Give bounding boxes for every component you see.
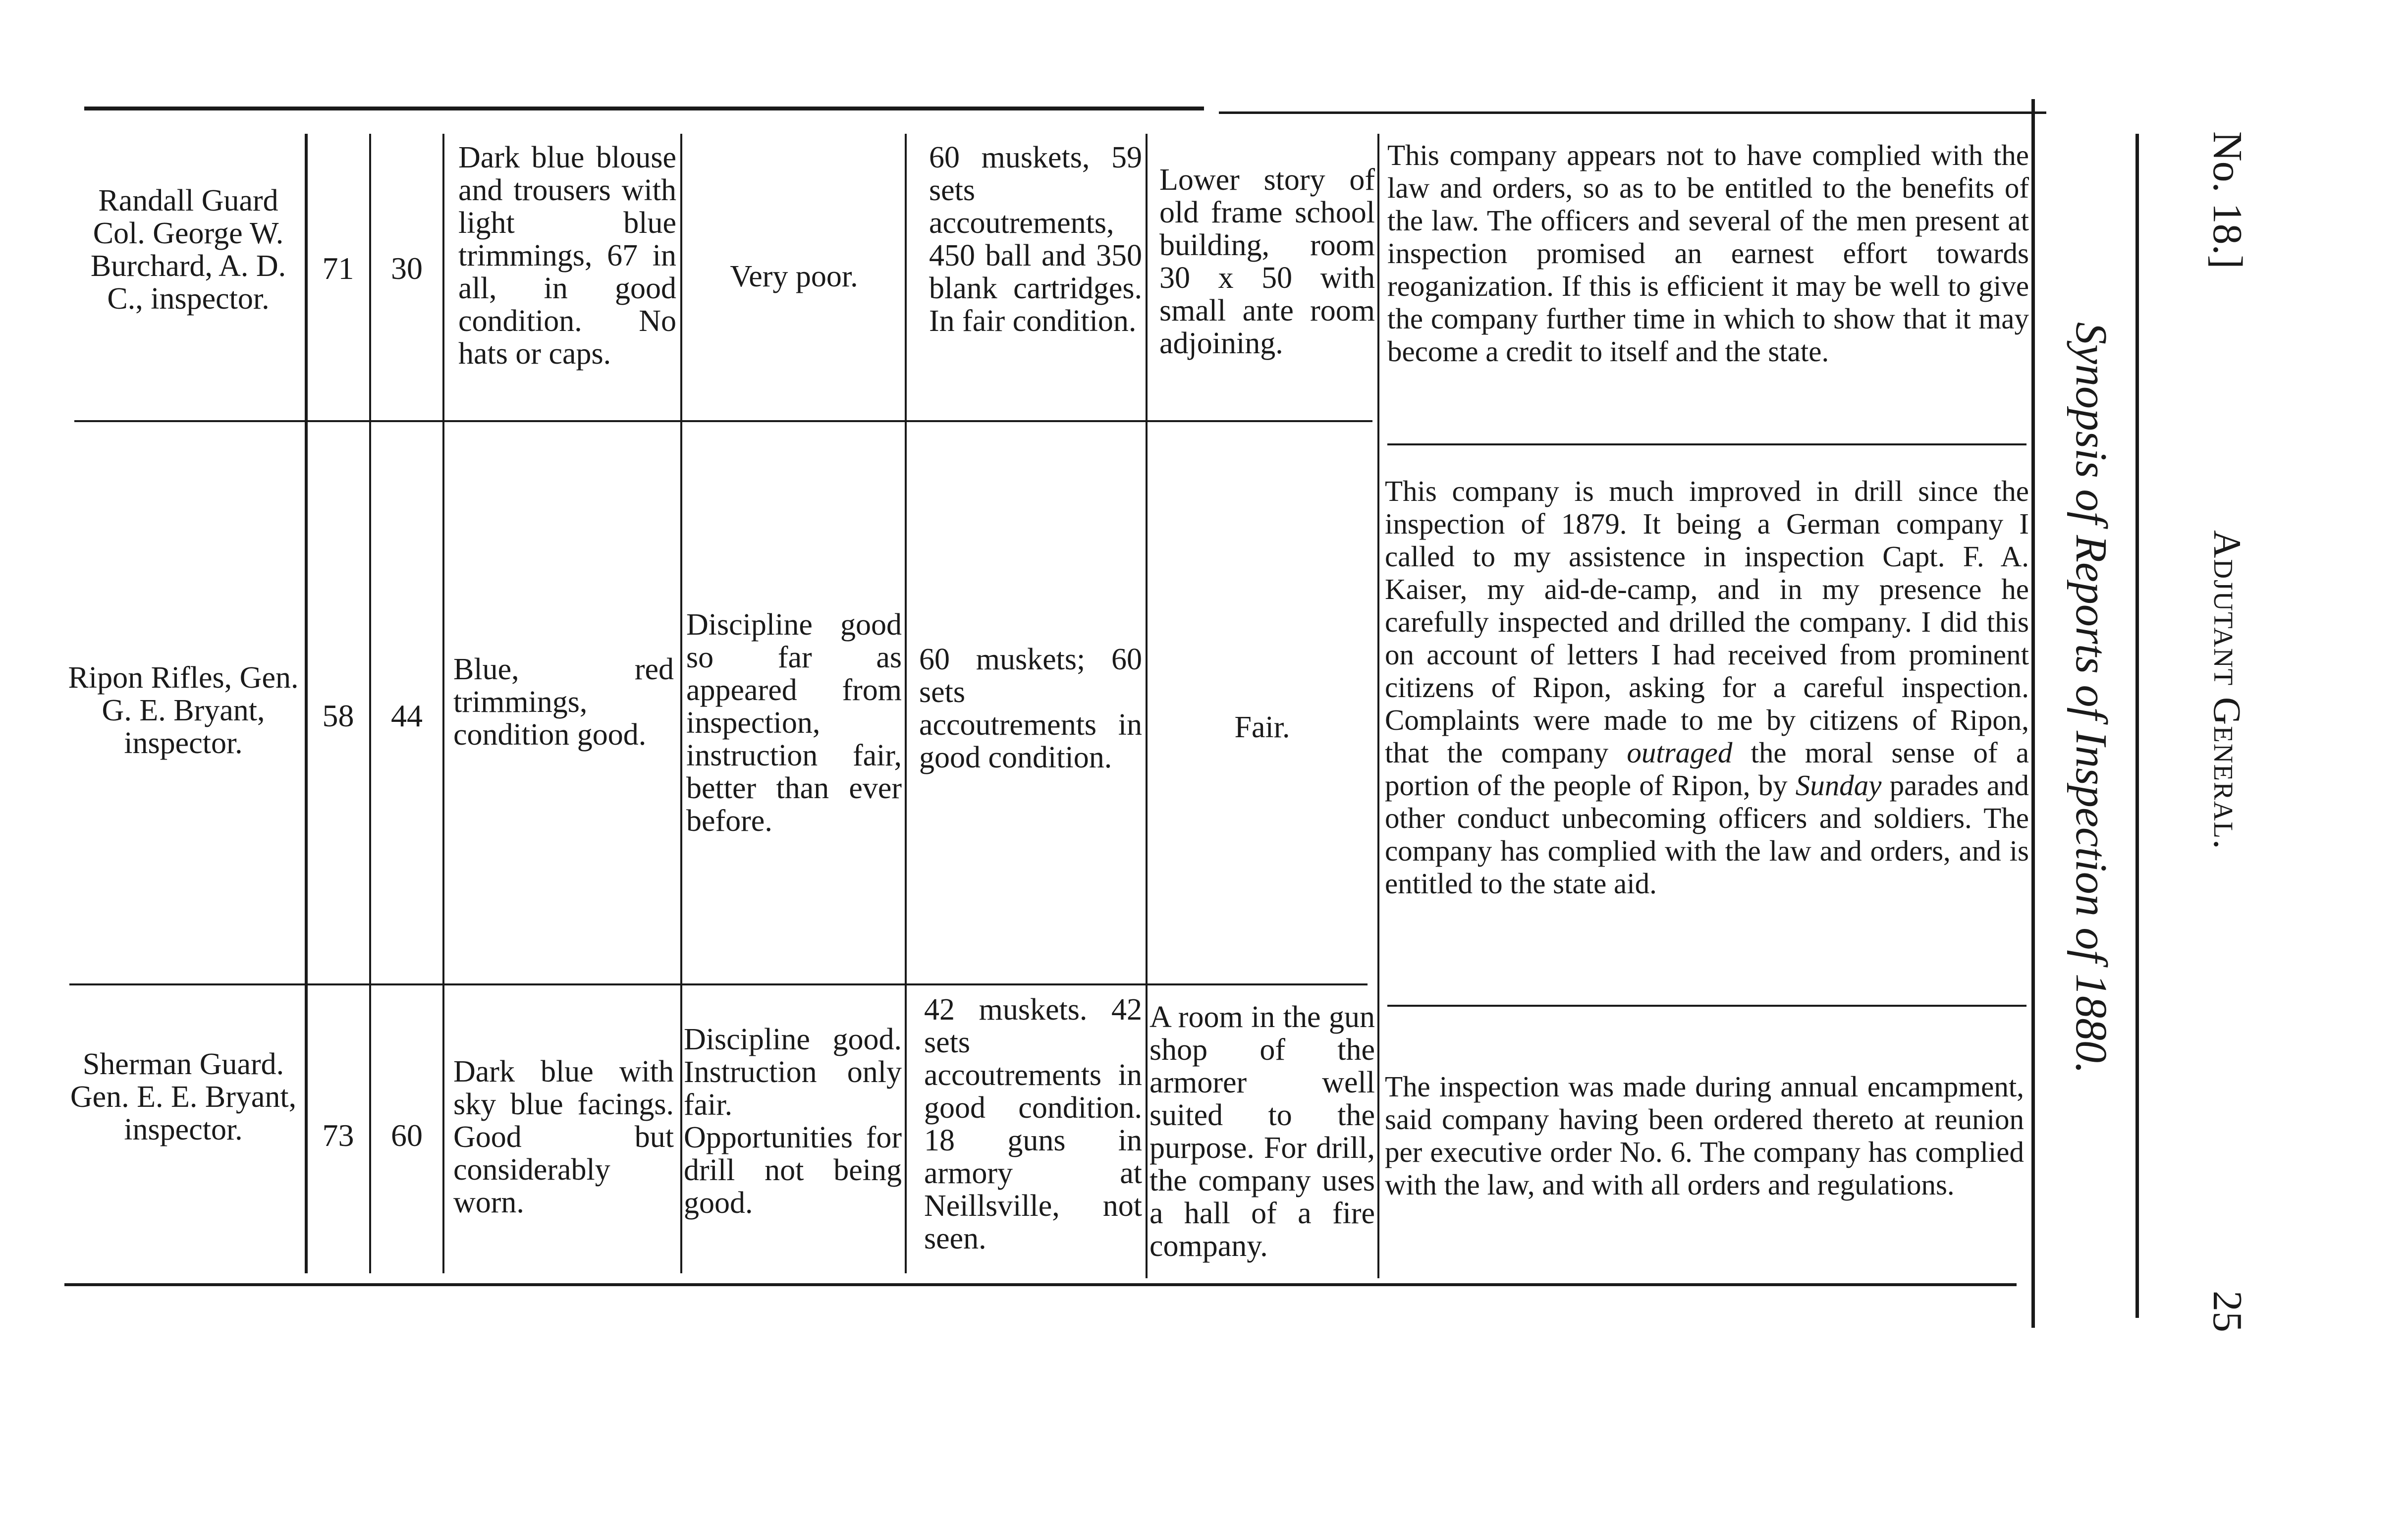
row1-company: Randall Guard Col. George W. Burchard, A. D. C., inspector. <box>90 184 286 316</box>
row1-enrolled: 71 <box>322 251 354 286</box>
header-rule <box>2135 134 2139 1318</box>
row-divider-1 <box>74 420 1372 422</box>
row-divider-2-right <box>1387 1005 2026 1007</box>
row2-present: 44 <box>391 698 423 733</box>
row2-remarks <box>1385 475 2029 900</box>
col-rule-4 <box>680 134 682 1273</box>
row2-remarks-italic-outraged: outraged <box>1627 736 1733 769</box>
top-rule <box>84 107 1204 110</box>
row3-arms: 42 muskets. 42 sets accoutrements in good condition. 18 guns in armory at Neillsville, not seen. <box>924 993 1142 1255</box>
row3-uniform: Dark blue with sky blue facings. Good but considerably worn. <box>453 1055 674 1219</box>
document-number: No. 18.] <box>2204 131 2250 269</box>
row3-armory: A room in the gun shop of the armorer well suited to the purpose. For drill, the company uses a hall of a fire company. <box>1149 1000 1375 1263</box>
row2-remarks-text-1: This company is much improved in drill since the inspection of 1879. It being a German company I called to my assistence in inspection Capt. F. A. Kaiser, my aid-de-camp, and in my presence he carefully inspected and drilled the company. I did this on account of letters I had received from prominent citizens of Ripon, asking for a careful inspection. Complaints were made to me by citizens of Ripon, that the company <box>1385 475 2029 769</box>
row1-present: 30 <box>391 251 423 286</box>
row2-uniform: Blue, red trimmings, condition good. <box>453 652 674 752</box>
col-rule-1 <box>305 134 308 1273</box>
row2-remarks-text-3: parades and other conduct unbecoming officers and soldiers. The company has complied with the law and orders, and is entitled to the state aid. <box>1385 769 2029 900</box>
bottom-rule <box>64 1283 2017 1286</box>
row3-present: 60 <box>391 1118 423 1153</box>
row2-enrolled: 58 <box>322 698 354 733</box>
table-right-rule <box>2031 99 2035 1328</box>
row1-uniform: Dark blue blouse and trousers with light blue trimmings, 67 in all, in good condition. No hats or caps. <box>458 141 676 371</box>
row1-discipline: Very poor. <box>730 260 858 293</box>
col-rule-5 <box>905 134 907 1273</box>
col-rule-2 <box>369 134 371 1273</box>
top-rule-right <box>1219 111 2046 114</box>
row2-remarks-text-2: the moral sense of a portion of the people of Ripon, by <box>1385 736 2029 802</box>
col-rule-6 <box>1146 134 1148 1278</box>
row1-arms: 60 muskets, 59 sets accoutrements, 450 ball and 350 blank cartridges. In fair condition. <box>929 141 1142 338</box>
row-divider-2 <box>69 983 1368 985</box>
row3-remarks: The inspection was made during annual encampment, said company having been ordered thereto at reunion per executive order No. 6. The company has complied with the law, and with all orders and regulations. <box>1385 1070 2024 1201</box>
row2-arms: 60 muskets; 60 sets accoutrements in good condition. <box>919 643 1142 774</box>
row2-discipline: Discipline good so far as appeared from inspection, instruction fair, better than ever before. <box>686 608 902 838</box>
department-title: Adjutant General. <box>2206 530 2249 850</box>
row2-remarks-italic-sunday: Sunday <box>1795 769 1882 802</box>
row2-armory: Fair. <box>1234 710 1290 744</box>
row1-remarks: This company appears not to have complied with the law and orders, so as to be entitled to the benefits of the law. The officers and several of the men present at inspection promised an earnest effort towards reoganization. If this is efficient it may be well to give the company further time in which to show that it may become a credit to itself and the state. <box>1387 139 2029 368</box>
row3-company: Sherman Guard. Gen. E. E. Bryant, inspector. <box>70 1047 297 1146</box>
col-rule-7 <box>1377 134 1379 1278</box>
row1-armory: Lower story of old frame school building, room 30 x 50 with small ante room adjoining. <box>1159 163 1375 360</box>
page-number: 25 <box>2204 1291 2250 1332</box>
row-divider-1-right <box>1387 443 2026 445</box>
row3-enrolled: 73 <box>322 1118 354 1153</box>
row3-discipline: Discipline good. Instruction only fair. Opportunities for drill not being good. <box>684 1023 902 1220</box>
synopsis-title: Synopsis of Reports of Inspection of 1880. <box>2067 322 2116 1074</box>
row2-company: Ripon Rifles, Gen. G. E. Bryant, inspector. <box>68 661 299 760</box>
col-rule-3 <box>442 134 444 1273</box>
